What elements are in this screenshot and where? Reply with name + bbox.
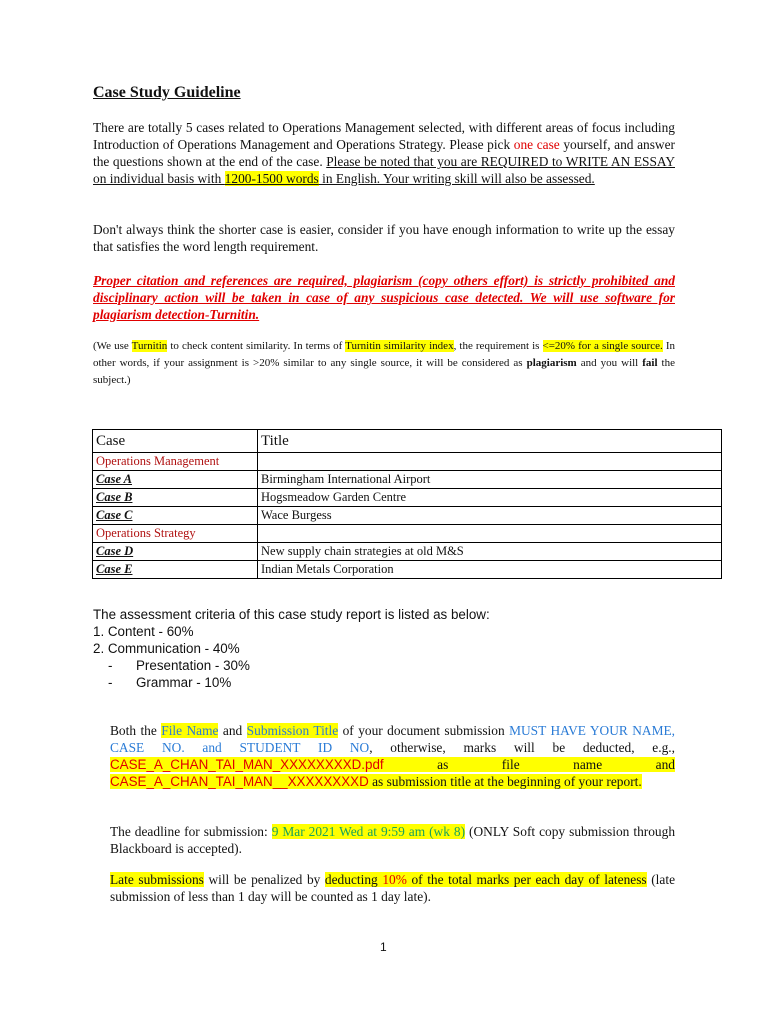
table-row xyxy=(93,543,722,561)
example-submission-title: CASE_A_CHAN_TAI_MAN__XXXXXXXXD xyxy=(110,774,369,789)
naming-text-6: as submission title at the beginning of your report. xyxy=(368,774,642,789)
case-table xyxy=(92,429,722,579)
submission-naming-paragraph xyxy=(110,722,675,790)
note-text-4: In other words, if your assignment is >20% similar to any single source, it will be considered as xyxy=(93,340,675,369)
threshold-highlight: <=20% for a single source. xyxy=(542,340,663,352)
table-row xyxy=(93,453,722,471)
criteria-item-content: 1. Content - 60% xyxy=(93,624,194,639)
note-text-2: to check content similarity. In terms of xyxy=(167,340,346,352)
fail-bold: fail xyxy=(642,357,658,369)
document-title: Case Study Guideline xyxy=(93,84,241,101)
late-text: will be penalized by xyxy=(203,872,325,887)
deadline-paragraph xyxy=(110,823,675,857)
table-row xyxy=(93,561,722,579)
naming-text-3: of your document submission xyxy=(338,723,510,738)
word-count-highlight: 1200-1500 words xyxy=(224,171,319,186)
dash-bullet: - xyxy=(108,675,113,690)
file-name-highlight: File Name xyxy=(161,723,219,738)
criteria-subitem-text: Presentation - 30% xyxy=(136,658,250,673)
case-length-paragraph: Don't always think the shorter case is easier, consider if you have enough information to write up the essay that satisfies the word length requirement. xyxy=(93,222,675,254)
naming-text-2: and xyxy=(218,723,247,738)
turnitin-note xyxy=(93,338,675,389)
criteria-subitem-text: Grammar - 10% xyxy=(136,675,232,690)
case-b-cell: Case B xyxy=(93,489,258,507)
late-submissions-highlight: Late submissions xyxy=(110,872,204,887)
case-e-cell: Case E xyxy=(93,561,258,579)
note-text-3: , the requirement is xyxy=(453,340,543,352)
naming-text-4: , otherwise, marks will be deducted, e.g., xyxy=(369,740,675,755)
example-file-name: CASE_A_CHAN_TAI_MAN_XXXXXXXXD.pdf xyxy=(110,757,384,772)
title-cell: Indian Metals Corporation xyxy=(258,561,722,579)
submission-title-highlight: Submission Title xyxy=(246,723,339,738)
table-header-row xyxy=(93,430,722,453)
title-cell xyxy=(258,525,722,543)
total-marks-highlight: of the total marks per each day of lateness xyxy=(406,872,647,887)
plagiarism-bold: plagiarism xyxy=(526,357,577,369)
essay-requirement-text: Please be noted that you are REQUIRED to WRITE AN ESSAY on individual basis with xyxy=(93,154,675,186)
intro-text-2: yourself, and answer the questions shown at the end of the case. xyxy=(93,137,675,169)
title-cell: Birmingham International Airport xyxy=(258,471,722,489)
case-a-cell: Case A xyxy=(93,471,258,489)
title-cell: Wace Burgess xyxy=(258,507,722,525)
must-have-text: MUST HAVE YOUR NAME, CASE NO. and STUDENT ID NO xyxy=(110,723,676,755)
title-cell: Hogsmeadow Garden Centre xyxy=(258,489,722,507)
header-case: Case xyxy=(93,430,258,453)
ten-percent-highlight: 10% xyxy=(382,872,407,887)
note-text-6: the subject.) xyxy=(93,357,675,386)
table-row xyxy=(93,507,722,525)
header-title: Title xyxy=(258,430,722,453)
deadline-date-highlight: 9 Mar 2021 Wed at 9:59 am (wk 8) xyxy=(271,824,466,839)
deadline-text: The deadline for submission: xyxy=(110,824,272,839)
dash-bullet: - xyxy=(108,658,113,673)
title-cell: New supply chain strategies at old M&S xyxy=(258,543,722,561)
one-case-text: one case xyxy=(513,137,560,152)
late-submission-paragraph xyxy=(110,871,675,905)
case-d-cell: Case D xyxy=(93,543,258,561)
criteria-intro: The assessment criteria of this case study report is listed as below: xyxy=(93,607,490,622)
note-text: (We use xyxy=(93,340,132,352)
naming-text-5: as file name and xyxy=(383,757,675,772)
naming-text: Both the xyxy=(110,723,162,738)
plagiarism-warning: Proper citation and references are required, plagiarism (copy others effort) is strictly prohibited and disciplinary action will be taken in case of any suspicious case detected. We will use software for plagiarism detection-Turnitin. xyxy=(93,273,675,322)
criteria-subitem-grammar xyxy=(93,674,490,691)
table-row xyxy=(93,471,722,489)
turnitin-highlight: Turnitin xyxy=(131,340,168,352)
criteria-item-communication: 2. Communication - 40% xyxy=(93,641,240,656)
intro-text: There are totally 5 cases related to Operations Management selected, with different areas of focus including Introduction of Operations Management and Operations Strategy. Please pick xyxy=(93,120,675,152)
case-c-cell: Case C xyxy=(93,507,258,525)
similarity-index-highlight: Turnitin similarity index xyxy=(345,340,454,352)
group-label-operations-management: Operations Management xyxy=(93,453,258,471)
late-text-2: (late submission of less than 1 day will be counted as 1 day late). xyxy=(110,872,676,904)
table-row xyxy=(93,489,722,507)
intro-paragraph xyxy=(93,119,675,187)
criteria-subitem-presentation xyxy=(93,657,490,674)
page-number: 1 xyxy=(380,940,387,954)
group-label-operations-strategy: Operations Strategy xyxy=(93,525,258,543)
table-row xyxy=(93,525,722,543)
title-cell xyxy=(258,453,722,471)
assessment-criteria xyxy=(93,606,490,691)
deducting-highlight: deducting xyxy=(324,872,378,887)
note-text-5: and you will xyxy=(576,357,643,369)
essay-requirement-text-2: in English. Your writing skill will also be assessed. xyxy=(318,171,595,186)
deadline-text-2: (ONLY Soft copy submission through Blackboard is accepted). xyxy=(110,824,676,856)
